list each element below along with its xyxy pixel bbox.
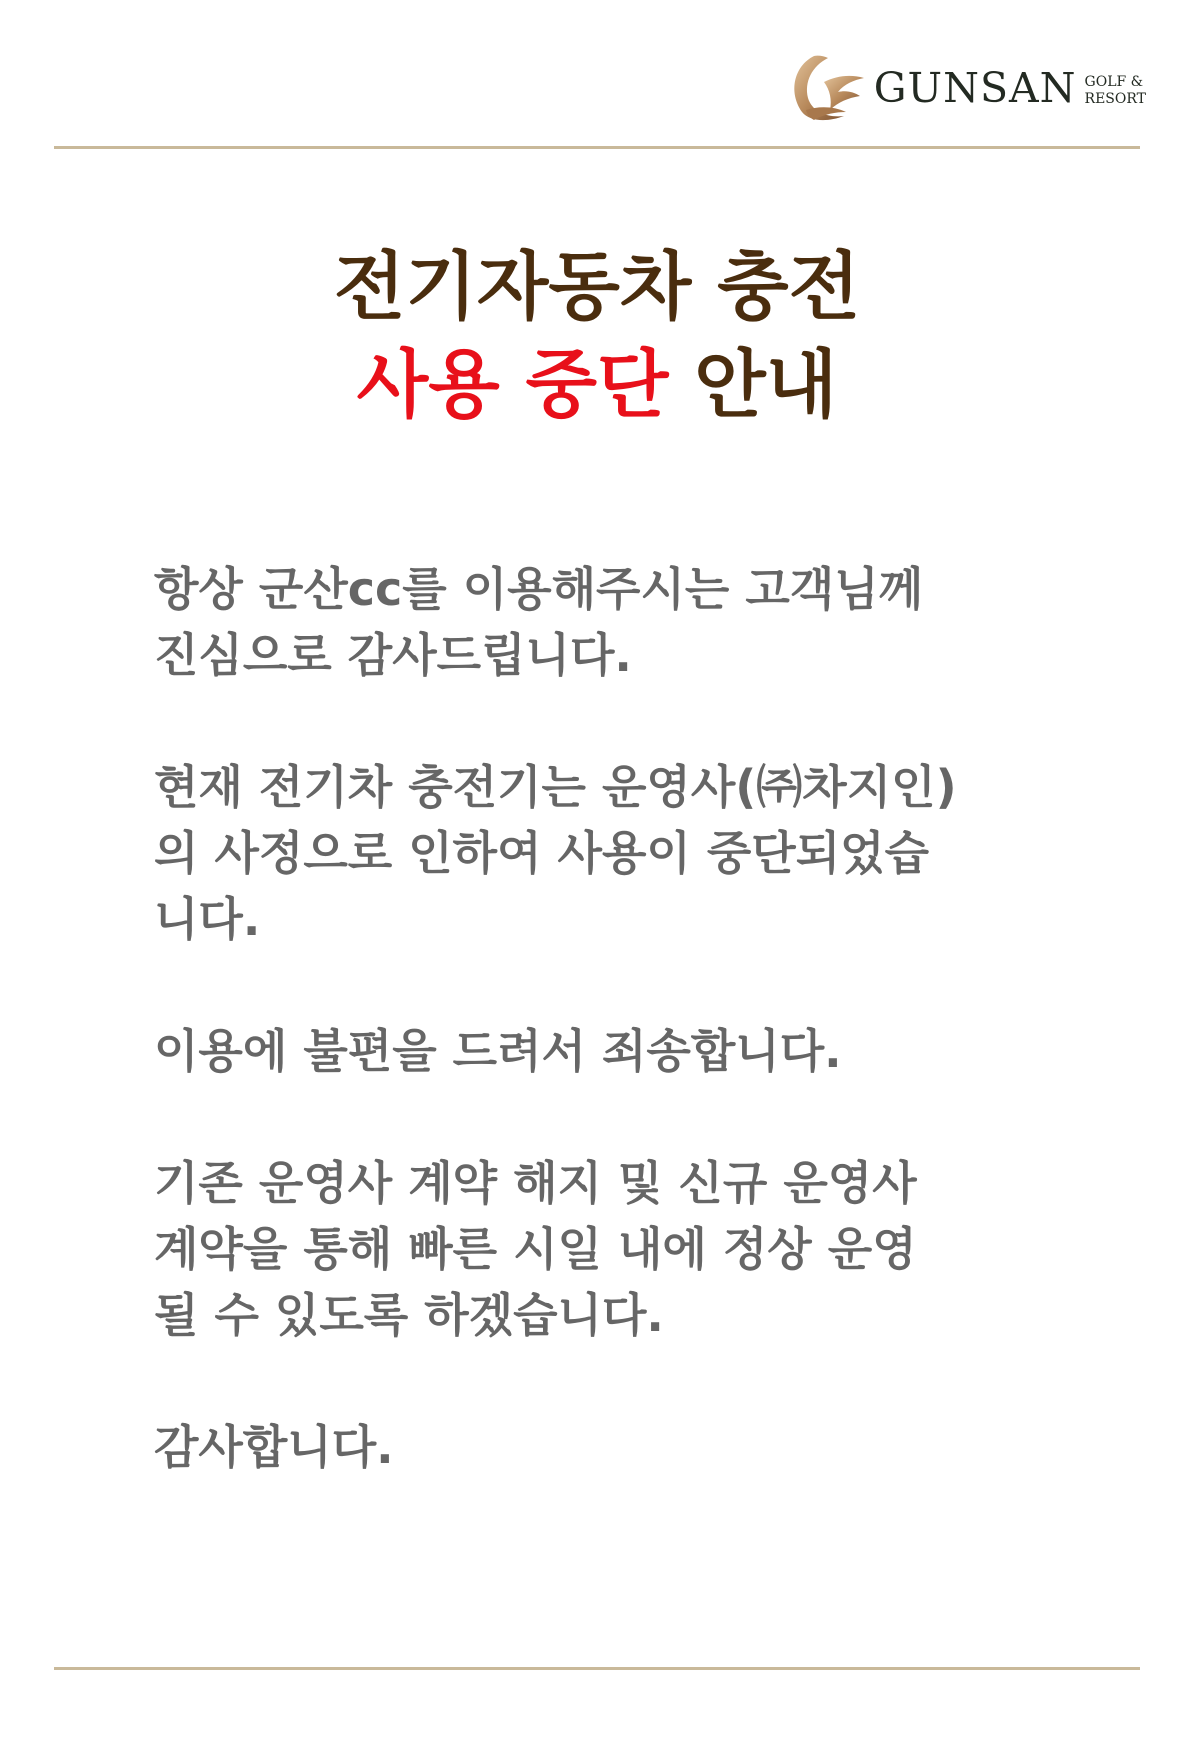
paragraph-thanks (154, 1414, 1094, 1480)
bottom-divider (54, 1667, 1140, 1670)
title-line-2-rest: 안내 (668, 342, 838, 428)
body-line: 감사합니다. (154, 1420, 394, 1474)
body-line: 계약을 통해 빠른 시일 내에 정상 운영 (154, 1222, 917, 1276)
title-highlight: 사용 중단 (356, 342, 669, 428)
body-line: 진심으로 감사드립니다. (154, 628, 632, 682)
brand-name: GUNSAN (873, 63, 1077, 112)
header (0, 0, 1194, 148)
brand-subtitle (1085, 74, 1146, 108)
gunsan-logo (784, 52, 1146, 124)
body-line: 기존 운영사 계약 해지 및 신규 운영사 (154, 1156, 917, 1210)
notice-body (154, 556, 1094, 1546)
body-line: 항상 군산cc를 이용해주시는 고객님께 (154, 562, 924, 616)
body-line: 이용에 불편을 드려서 죄송합니다. (154, 1024, 842, 1078)
title-line-1: 전기자동차 충전 (333, 244, 861, 330)
paragraph-status (154, 754, 1094, 952)
top-divider (54, 146, 1140, 149)
paragraph-plan (154, 1150, 1094, 1348)
paragraph-apology (154, 1018, 1094, 1084)
bird-wing-logo-icon (784, 52, 868, 124)
brand-subtitle-line2: RESORT (1084, 91, 1146, 107)
body-line: 현재 전기차 충전기는 운영사(㈜차지인) (154, 760, 957, 814)
body-line: 될 수 있도록 하겠습니다. (154, 1288, 664, 1342)
paragraph-greeting (154, 556, 1094, 688)
body-line: 니다. (154, 892, 261, 946)
notice-title (0, 238, 1194, 434)
title-line-2 (0, 336, 1194, 434)
brand-subtitle-line1: GOLF & (1084, 74, 1144, 90)
body-line: 의 사정으로 인하여 사용이 중단되었습 (154, 826, 930, 880)
